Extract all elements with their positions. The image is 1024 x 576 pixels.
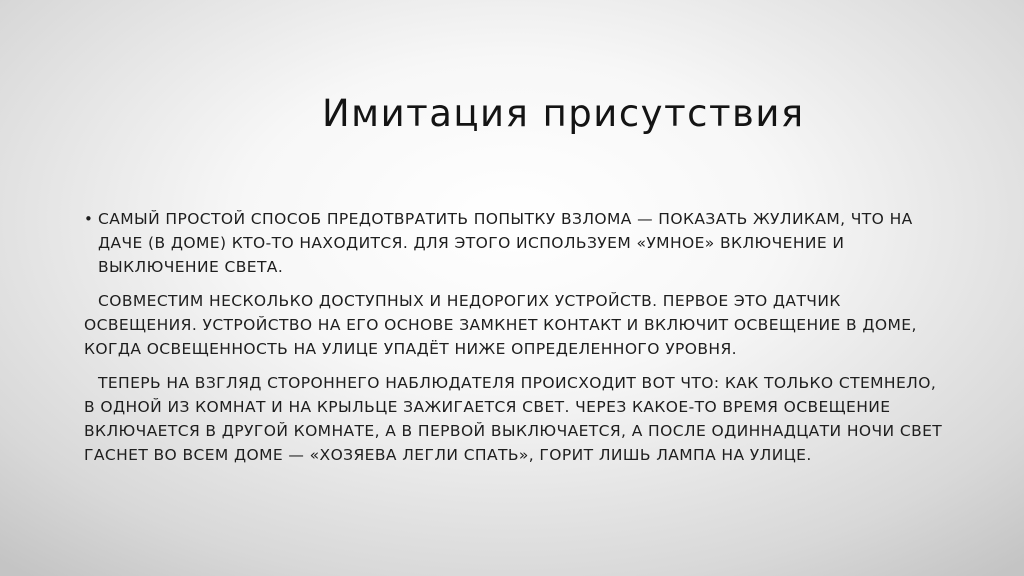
slide-content <box>84 207 944 467</box>
paragraph-observer: ТЕПЕРЬ НА ВЗГЛЯД СТОРОННЕГО НАБЛЮДАТЕЛЯ ПРОИСХОДИТ ВОТ ЧТО: КАК ТОЛЬКО СТЕМНЕЛО, В ОДНОЙ ИЗ КОМНАТ И НА КРЫЛЬЦЕ ЗАЖИГАЕТСЯ СВЕТ. ЧЕРЕЗ КАКОЕ-ТО ВРЕМЯ ОСВЕЩЕНИЕ ВКЛЮЧАЕТСЯ В ДРУГОЙ КОМНАТЕ, А В ПЕРВОЙ ВЫКЛЮЧАЕТСЯ, А ПОСЛЕ ОДИННАДЦАТИ НОЧИ СВЕТ ГАСНЕТ ВО ВСЕМ ДОМЕ — «ХОЗЯЕВА ЛЕГЛИ СПАТЬ», ГОРИТ ЛИШЬ ЛАМПА НА УЛИЦЕ. <box>84 374 943 464</box>
bullet-item <box>84 207 944 279</box>
bullet-text: САМЫЙ ПРОСТОЙ СПОСОБ ПРЕДОТВРАТИТЬ ПОПЫТКУ ВЗЛОМА — ПОКАЗАТЬ ЖУЛИКАМ, ЧТО НА ДАЧЕ (В ДОМЕ) КТО-ТО НАХОДИТСЯ. ДЛЯ ЭТОГО ИСПОЛЬЗУЕМ «УМНОЕ» ВКЛЮЧЕНИЕ И ВЫКЛЮЧЕНИЕ СВЕТА. <box>98 210 913 276</box>
bullet-dot-icon: • <box>84 210 94 228</box>
paragraph-sensor: СОВМЕСТИМ НЕСКОЛЬКО ДОСТУПНЫХ И НЕДОРОГИХ УСТРОЙСТВ. ПЕРВОЕ ЭТО ДАТЧИК ОСВЕЩЕНИЯ. УСТРОЙСТВО НА ЕГО ОСНОВЕ ЗАМКНЕТ КОНТАКТ И ВКЛЮЧИТ ОСВЕЩЕНИЕ В ДОМЕ, КОГДА ОСВЕЩЕННОСТЬ НА УЛИЦЕ УПАДЁТ НИЖЕ ОПРЕДЕЛЕННОГО УРОВНЯ. <box>84 292 917 358</box>
slide-title: Имитация присутствия <box>322 92 805 135</box>
